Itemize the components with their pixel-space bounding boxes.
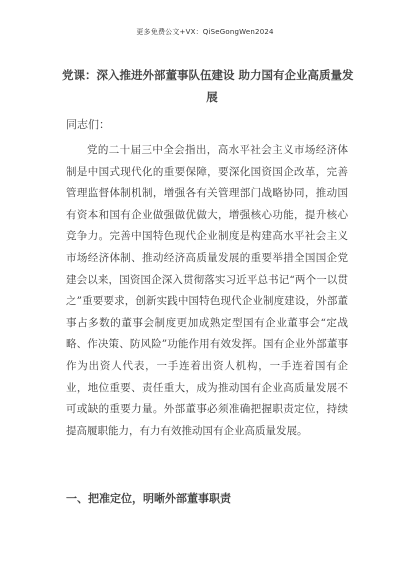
salutation: 同志们： — [66, 118, 110, 131]
document-title — [62, 64, 362, 108]
title-line-2: 展 — [206, 90, 218, 104]
section-heading: 一、把准定位，明晰外部董事职责 — [66, 492, 231, 505]
body-paragraph: 党的二十届三中全会指出，高水平社会主义市场经济体制是中国式现代化的重要保障，要深化国资国企改革，完善管理监督体制机制，增强各有关管理部门战略协同，推动国有资本和国有企业做强做优做大，增强核心功能，提升核心竞争力。完善中国特色现代企业制度是构建高水平社会主义市场经济体制、推动经济高质量发展的重要举措全国国企党建会以来，国资国企深入贯彻落实习近平总书记“两个一以贯之”重要要求，创新实践中国特色现代企业制度建设，外部董事占多数的董事会制度更加成熟定型国有企业董事会“定战略、作决策、防风险”功能作用有效发挥。国有企业外部董事作为出资人代表，一手连着出资人机构，一手连着国有企业，地位重要、责任重大，成为推动国有企业高质量发展不可或缺的重要力量。外部董事必须准确把握职责定位，持续提高履职能力，有力有效推动国有企业高质量发展。 — [66, 144, 348, 437]
title-line-1: 党课：深入推进外部董事队伍建设 助力国有企业高质量发 — [62, 68, 354, 82]
page-header: 更多免费公文+VX：QiSeGongWen2024 — [136, 28, 274, 36]
